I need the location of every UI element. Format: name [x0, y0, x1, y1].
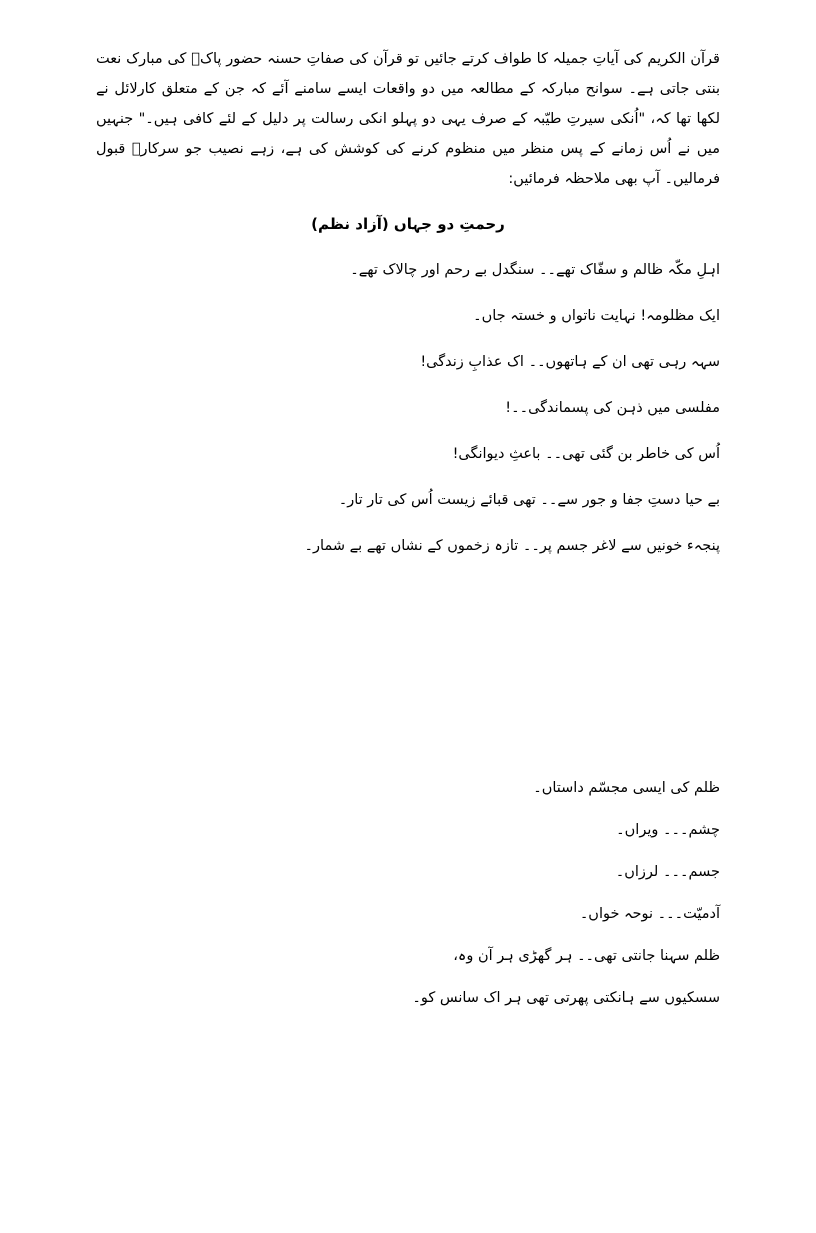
- verse-line: اُس کی خاطر بن گئی تھی۔۔ باعثِ دیوانگی!: [452, 446, 720, 462]
- verse-line: ظلم کی ایسی مجسّم داستاں۔: [533, 780, 720, 796]
- verse-line: پنجہء خونیں سے لاغر جسم پر۔۔ تازہ زخموں کے نشاں تھے بے شمار۔: [304, 538, 720, 554]
- intro-paragraph: قرآن الکریم کی آیاتِ جمیلہ کا طواف کرتے جائیں تو قرآن کی صفاتِ حسنہ حضور پاکؐ کی مبارک نعت بنتی جاتی ہے۔ سوانح مبارکہ کے مطالعہ میں دو واقعات ایسے سامنے آئے کہ جن کے متعلق کارلائل نے لکھا تھا کہ، "اُنکی سیرتِ طیّبہ کے صرف یہی دو پہلو انکی رسالت پر دلیل کے لئے کافی ہیں۔" جنہیں میں نے اُس زمانے کے پس منظر میں منظوم کرنے کی کوشش کی ہے، زہے نصیب جو سرکارؐ قبول فرمالیں۔ آپ بھی ملاحظہ فرمائیں:: [96, 51, 720, 187]
- verse-line: سہہ رہی تھی ان کے ہاتھوں۔۔ اک عذابِ زندگی!: [420, 354, 720, 370]
- verse-line: ایک مظلومہ! نہایت ناتواں و خستہ جاں۔: [473, 308, 720, 324]
- verse-line: بے حیا دستِ جفا و جور سے۔۔ تھی قبائے زیست اُس کی تار تار۔: [338, 492, 720, 508]
- verse-line: مفلسی میں ذہن کی پسماندگی۔۔!: [505, 400, 720, 416]
- verse-line: جسم۔۔۔ لرزاں۔: [615, 864, 720, 880]
- verse-line: سسکیوں سے ہانکتی پھرتی تھی ہر اک سانس کو۔: [412, 990, 720, 1006]
- verse-line: اہلِ مکّہ ظالم و سفّاک تھے۔۔ سنگدل بے رحم اور چالاک تھے۔: [350, 262, 720, 278]
- poem-stanza-1: [160, 258, 720, 580]
- verse-line: ظلم سہنا جانتی تھی۔۔ ہر گھڑی ہر آن وہ،: [453, 948, 720, 964]
- poem-stanza-2: [160, 776, 720, 1028]
- poem-title: رحمتِ دو جہاں (آزاد نظم): [311, 215, 505, 233]
- verse-line: چشم۔۔۔ ویراں۔: [616, 822, 720, 838]
- verse-line: آدمیّت۔۔۔ نوحہ خواں۔: [579, 906, 720, 922]
